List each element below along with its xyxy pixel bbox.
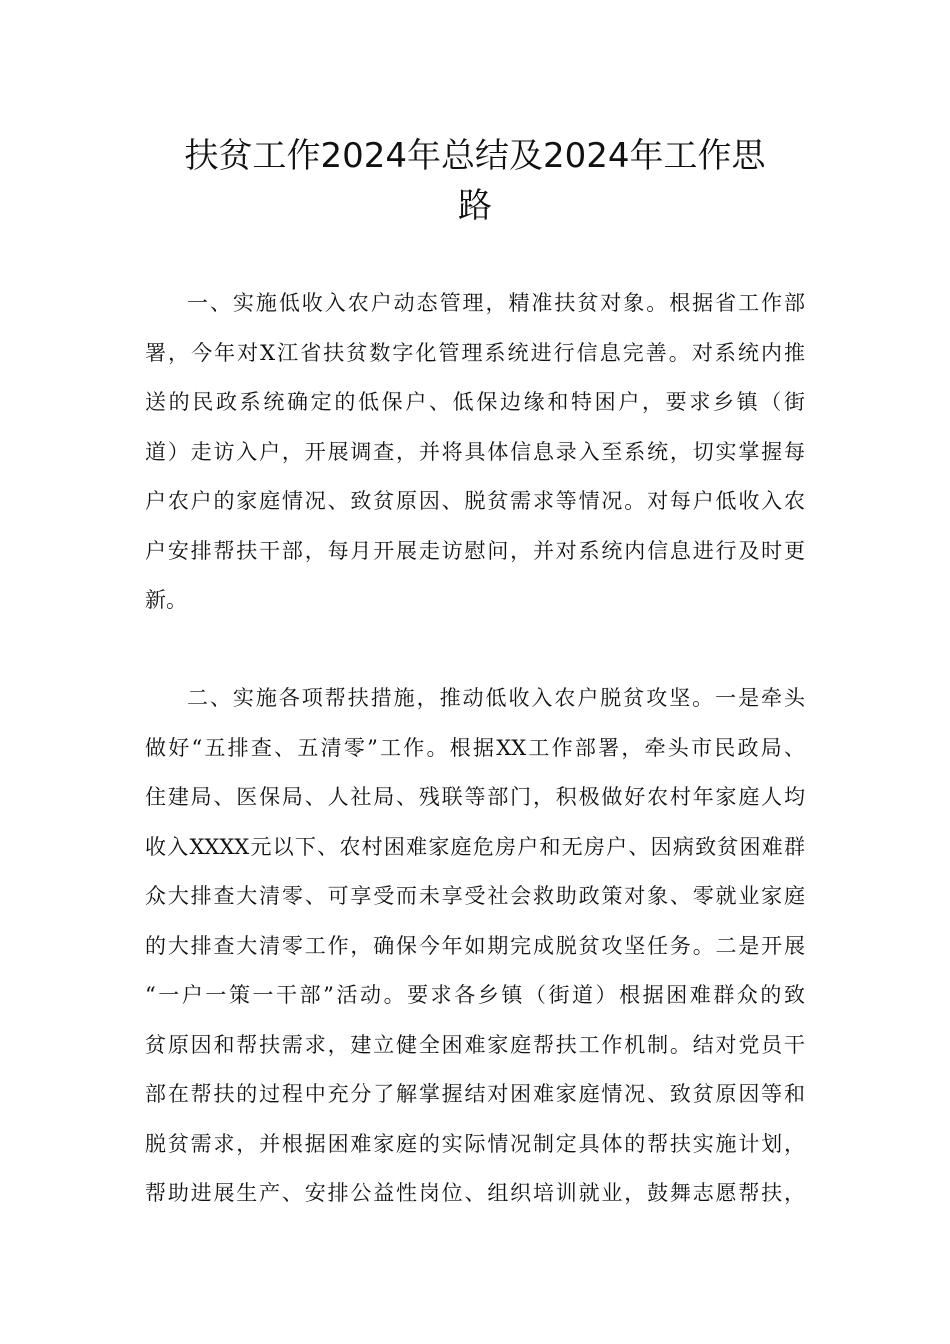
paragraph-line: 一、实施低收入农户动态管理，精准扶贫对象。根据省工作部 bbox=[187, 291, 805, 315]
paragraph-line: 众大排查大清零、可享受而未享受社会救助政策对象、零就业家庭 bbox=[145, 884, 805, 908]
document-title-line-2: 路 bbox=[458, 186, 492, 226]
paragraph-line: 户安排帮扶干部，每月开展走访慰问，并对系统内信息进行及时更 bbox=[145, 538, 805, 563]
paragraph-line: 二、实施各项帮扶措施，推动低收入农户脱贫攻坚。一是牵头 bbox=[187, 686, 805, 710]
paragraph-line: 道）走访入户，开展调查，并将具体信息录入至系统，切实掌握每 bbox=[145, 439, 805, 464]
paragraph-line: 帮助进展生产、安排公益性岗位、组织培训就业，鼓舞志愿帮扶， bbox=[145, 1181, 805, 1205]
paragraph-line: 收入XXXX元以下、农村困难家庭危房户和无房户、因病致贫困难群 bbox=[145, 834, 805, 859]
paragraph-2 bbox=[145, 674, 805, 1219]
paragraph-line: 做好“五排查、五清零”工作。根据XX工作部署，牵头市民政局、 bbox=[145, 735, 805, 760]
paragraph-line: “一户一策一干部”活动。要求各乡镇（街道）根据困难群众的致 bbox=[145, 983, 805, 1007]
paragraph-line: 署，今年对X江省扶贫数字化管理系统进行信息完善。对系统内推 bbox=[145, 340, 805, 365]
paragraph-line: 户农户的家庭情况、致贫原因、脱贫需求等情况。对每户低收入农 bbox=[145, 489, 805, 513]
paragraph-line: 贫原因和帮扶需求，建立健全困难家庭帮扶工作机制。结对党员干 bbox=[145, 1032, 805, 1057]
paragraph-1 bbox=[145, 279, 805, 626]
paragraph-line: 的大排查大清零工作，确保今年如期完成脱贫攻坚任务。二是开展 bbox=[145, 933, 805, 958]
paragraph-line: 住建局、医保局、人社局、残联等部门，积极做好农村年家庭人均 bbox=[145, 785, 805, 809]
paragraph-line: 新。 bbox=[145, 588, 187, 612]
paragraph-line: 脱贫需求，并根据困难家庭的实际情况制定具体的帮扶实施计划， bbox=[145, 1131, 805, 1156]
document-title-line-1: 扶贫工作2024年总结及2024年工作思 bbox=[184, 136, 766, 176]
paragraph-line: 送的民政系统确定的低保户、低保边缘和特困户，要求乡镇（街 bbox=[145, 390, 805, 414]
paragraph-line: 部在帮扶的过程中充分了解掌握结对困难家庭情况、致贫原因等和 bbox=[145, 1082, 805, 1106]
